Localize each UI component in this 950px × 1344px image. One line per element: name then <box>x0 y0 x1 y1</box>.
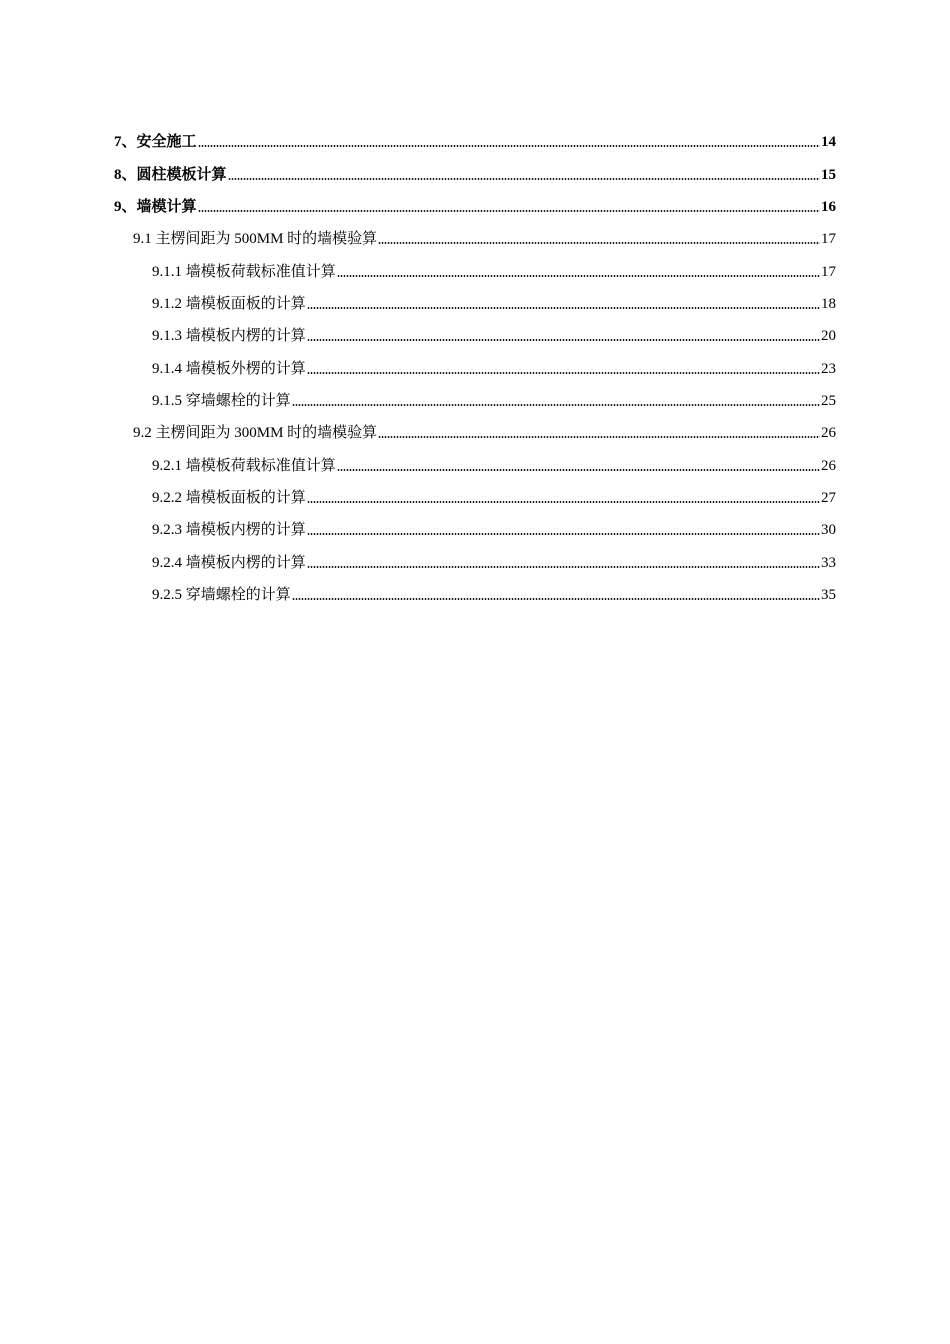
toc-dot-leader <box>307 339 820 341</box>
toc-entry[interactable] <box>114 151 836 183</box>
table-of-contents <box>114 119 836 604</box>
toc-dot-leader <box>198 210 820 212</box>
toc-entry-title: 7、安全施工 <box>114 134 197 151</box>
toc-dot-leader <box>337 275 820 277</box>
toc-entry-title: 9.2.3 墙模板内楞的计算 <box>152 522 306 539</box>
toc-entry-title: 9.2.2 墙模板面板的计算 <box>152 490 306 507</box>
toc-entry-page: 25 <box>821 393 836 410</box>
toc-entry-page: 33 <box>821 554 836 571</box>
toc-entry[interactable] <box>114 345 836 377</box>
toc-dot-leader <box>307 533 820 535</box>
toc-entry[interactable] <box>114 507 836 539</box>
toc-entry-title: 9.1 主楞间距为 500MM 时的墙模验算 <box>133 231 378 248</box>
toc-entry[interactable] <box>114 539 836 571</box>
toc-entry-page: 26 <box>821 457 836 474</box>
toc-entry-page: 26 <box>821 425 836 442</box>
toc-entry[interactable] <box>114 442 836 474</box>
toc-entry-page: 16 <box>821 199 836 216</box>
toc-dot-leader <box>307 372 820 374</box>
toc-dot-leader <box>378 242 820 244</box>
toc-entry-page: 35 <box>821 587 836 604</box>
toc-entry-title: 9.2 主楞间距为 300MM 时的墙模验算 <box>133 425 378 442</box>
toc-entry[interactable] <box>114 184 836 216</box>
toc-entry-page: 14 <box>821 134 836 151</box>
toc-entry[interactable] <box>114 216 836 248</box>
toc-entry-page: 18 <box>821 296 836 313</box>
toc-entry[interactable] <box>114 281 836 313</box>
toc-dot-leader <box>307 566 820 568</box>
toc-dot-leader <box>292 598 820 600</box>
toc-entry-page: 27 <box>821 490 836 507</box>
toc-entry-title: 9.2.1 墙模板荷载标准值计算 <box>152 457 336 474</box>
toc-entry-title: 9、墙模计算 <box>114 199 197 216</box>
toc-dot-leader <box>378 436 820 438</box>
toc-dot-leader <box>228 178 820 180</box>
toc-entry[interactable] <box>114 378 836 410</box>
toc-entry[interactable] <box>114 313 836 345</box>
toc-entry-title: 9.1.5 穿墙螺栓的计算 <box>152 393 291 410</box>
toc-dot-leader <box>337 469 820 471</box>
toc-entry[interactable] <box>114 410 836 442</box>
toc-entry[interactable] <box>114 572 836 604</box>
toc-entry-title: 9.1.2 墙模板面板的计算 <box>152 296 306 313</box>
toc-entry[interactable] <box>114 119 836 151</box>
toc-dot-leader <box>292 404 820 406</box>
toc-dot-leader <box>307 501 820 503</box>
toc-entry-page: 23 <box>821 360 836 377</box>
toc-entry-title: 9.2.4 墙模板内楞的计算 <box>152 554 306 571</box>
toc-entry-title: 9.2.5 穿墙螺栓的计算 <box>152 587 291 604</box>
toc-entry-title: 9.1.1 墙模板荷载标准值计算 <box>152 263 336 280</box>
toc-entry[interactable] <box>114 475 836 507</box>
toc-entry-page: 15 <box>821 166 836 183</box>
toc-entry-page: 17 <box>821 231 836 248</box>
toc-entry-title: 9.1.3 墙模板内楞的计算 <box>152 328 306 345</box>
toc-dot-leader <box>307 307 820 309</box>
toc-entry-page: 30 <box>821 522 836 539</box>
toc-entry-title: 9.1.4 墙模板外楞的计算 <box>152 360 306 377</box>
toc-entry-page: 17 <box>821 263 836 280</box>
toc-entry-title: 8、圆柱模板计算 <box>114 166 227 183</box>
toc-entry-page: 20 <box>821 328 836 345</box>
toc-dot-leader <box>198 145 820 147</box>
toc-entry[interactable] <box>114 248 836 280</box>
